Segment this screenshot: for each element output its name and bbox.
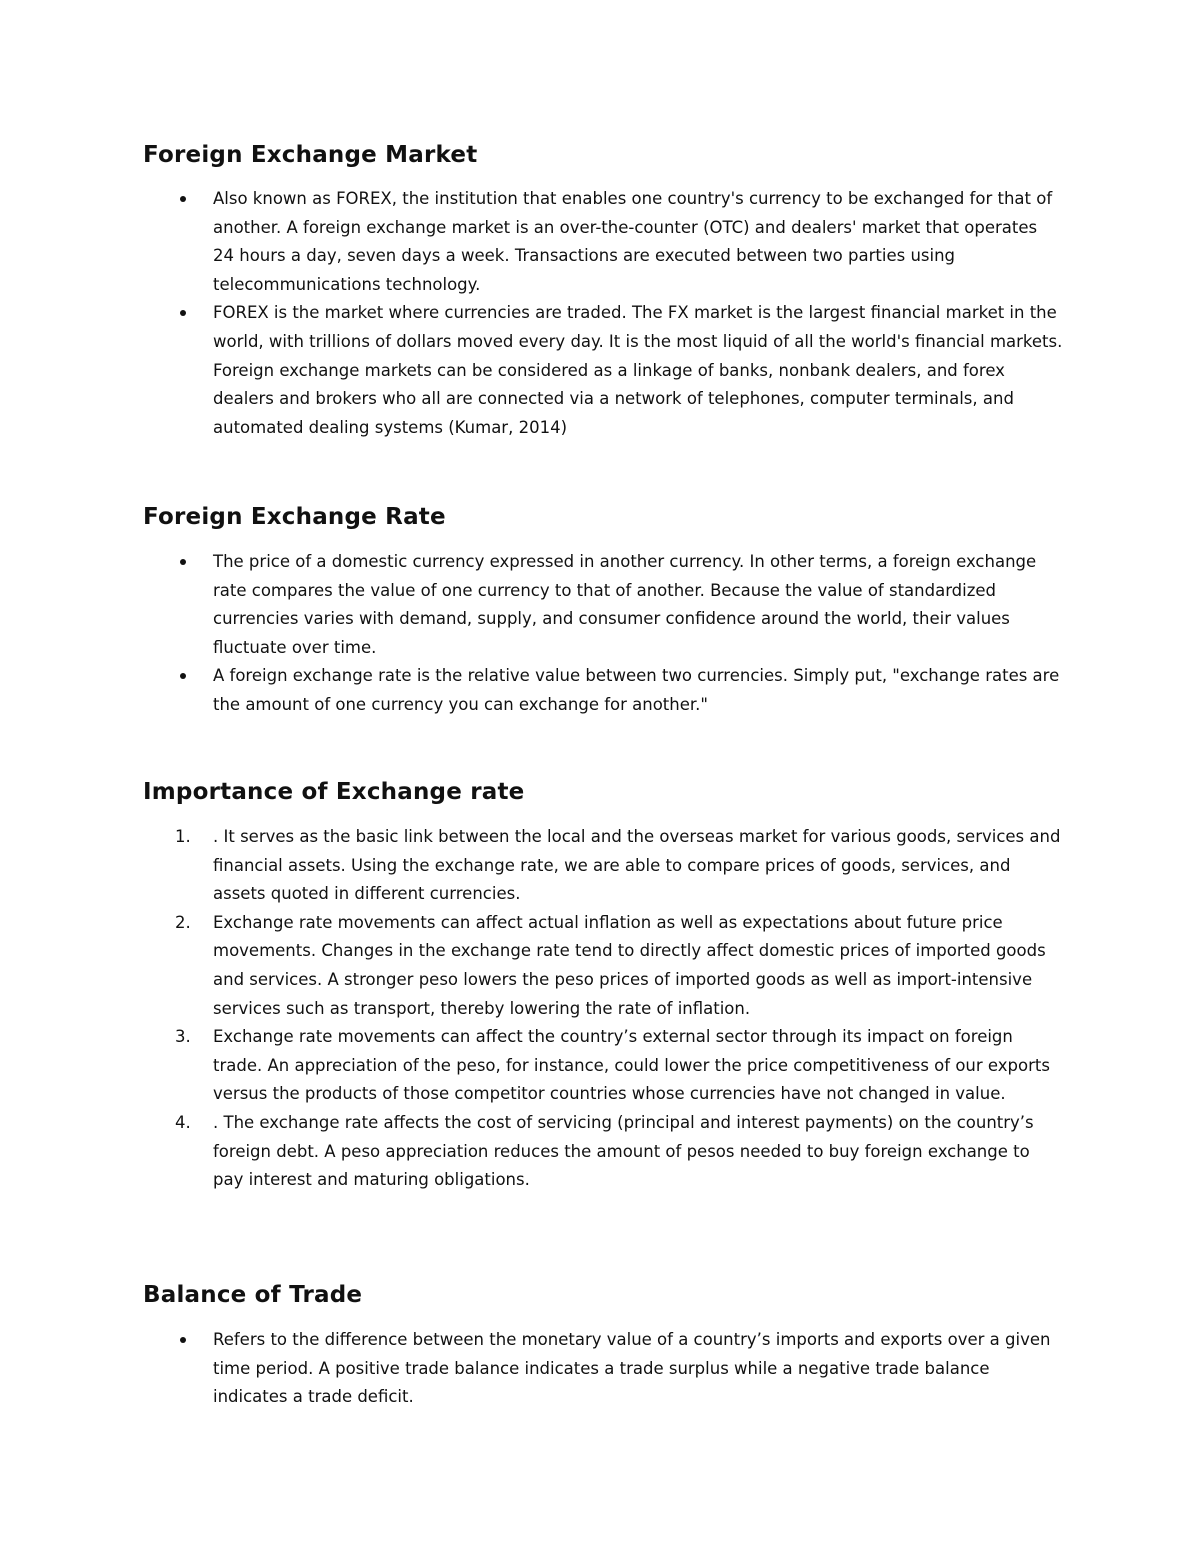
- list-item: [143, 185, 1063, 299]
- list-item: [143, 1326, 1063, 1412]
- list-item-text: Exchange rate movements can affect the country’s external sector through its impact on foreign trade. An appreciation of the peso, for instance, could lower the price competitiveness of our exports versus the products of those competitor countries whose currencies have not changed in value.: [213, 1027, 1050, 1104]
- section-foreign-exchange-rate: [143, 502, 1063, 720]
- list-item-text: FOREX is the market where currencies are traded. The FX market is the largest financial market in the world, with trillions of dollars moved every day. It is the most liquid of all the world's financial markets. Foreign exchange markets can be considered as a linkage of banks, nonbank dealers, and forex dealers and brokers who all are connected via a network of telephones, computer terminals, and automated dealing systems (Kumar, 2014): [213, 303, 1063, 437]
- heading-importance-of-exchange-rate: Importance of Exchange rate: [143, 779, 525, 805]
- bullet-list: [143, 185, 1063, 442]
- list-number: 4.: [175, 1112, 191, 1132]
- section-foreign-exchange-market: [143, 140, 1063, 442]
- bullet-icon: [180, 310, 186, 316]
- list-number: 3.: [175, 1027, 191, 1047]
- section-balance-of-trade: [143, 1280, 1063, 1412]
- bullet-icon: [180, 196, 186, 202]
- bullet-list: [143, 1326, 1063, 1412]
- list-item-text: Exchange rate movements can affect actual inflation as well as expectations about future price movements. Changes in the exchange rate tend to directly affect domestic prices of imported goods and services. A stronger peso lowers the peso prices of imported goods as well as import-intensive services such as transport, thereby lowering the rate of inflation.: [213, 912, 1046, 1018]
- bullet-list: [143, 548, 1063, 720]
- list-item: [143, 1023, 1063, 1109]
- numbered-list: [143, 823, 1063, 1195]
- list-item-text: . It serves as the basic link between the local and the overseas market for various goods, services and financial assets. Using the exchange rate, we are able to compare prices of goods, services, and assets quoted in different currencies.: [213, 827, 1061, 904]
- heading-foreign-exchange-market: Foreign Exchange Market: [143, 142, 478, 168]
- list-item: [143, 823, 1063, 909]
- bullet-icon: [180, 559, 186, 565]
- list-item-text: Refers to the difference between the monetary value of a country’s imports and exports over a given time period. A positive trade balance indicates a trade surplus while a negative trade balance indicates a trade deficit.: [213, 1330, 1051, 1407]
- list-item-text: . The exchange rate affects the cost of servicing (principal and interest payments) on the country’s foreign debt. A peso appreciation reduces the amount of pesos needed to buy foreign exchange to pay interest and maturing obligations.: [213, 1112, 1034, 1190]
- list-item: [143, 299, 1063, 442]
- list-number: 2.: [175, 912, 191, 932]
- heading-foreign-exchange-rate: Foreign Exchange Rate: [143, 504, 446, 530]
- section-importance-of-exchange-rate: [143, 777, 1063, 1195]
- list-number: 1.: [175, 827, 191, 846]
- bullet-icon: [180, 1337, 186, 1343]
- list-item: [143, 662, 1063, 719]
- list-item: [143, 909, 1063, 1023]
- list-item-text: A foreign exchange rate is the relative value between two currencies. Simply put, "exchange rates are the amount of one currency you can exchange for another.": [213, 666, 1060, 714]
- heading-balance-of-trade: Balance of Trade: [143, 1282, 363, 1308]
- list-item: [143, 1109, 1063, 1195]
- bullet-icon: [180, 673, 186, 679]
- list-item: [143, 548, 1063, 662]
- list-item-text: The price of a domestic currency expressed in another currency. In other terms, a foreign exchange rate compares the value of one currency to that of another. Because the value of standardized currencies varies with demand, supply, and consumer confidence around the world, their values fluctuate over time.: [213, 552, 1037, 657]
- list-item-text: Also known as FOREX, the institution that enables one country's currency to be exchanged for that of another. A foreign exchange market is an over-the-counter (OTC) and dealers' market that operates 24 hours a day, seven days a week. Transactions are executed between two parties using telecommunications technology.: [213, 189, 1053, 294]
